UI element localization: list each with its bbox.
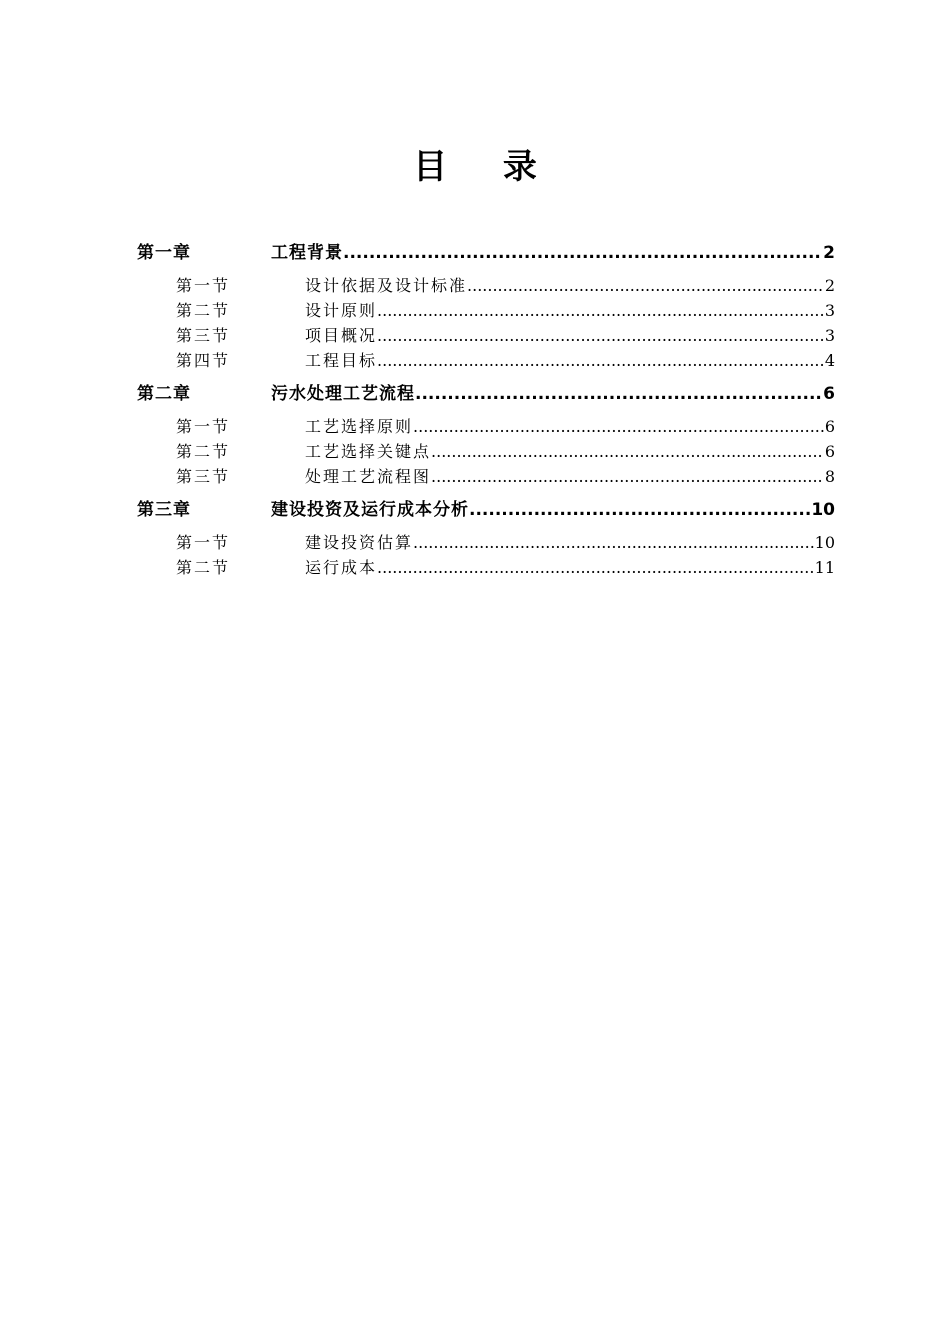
- chapter-page-number: 6: [823, 384, 835, 404]
- section-number: 第一节: [176, 533, 231, 552]
- section-page-number: 6: [824, 417, 835, 436]
- toc-section-1-4[interactable]: [137, 348, 835, 373]
- dot-leader: [377, 298, 824, 323]
- dot-leader: [377, 555, 814, 580]
- dot-leader: [343, 235, 822, 271]
- section-title: 建设投资估算: [305, 533, 414, 552]
- chapter-page-number: 2: [823, 243, 835, 263]
- chapter-number: 第一章: [137, 243, 191, 263]
- section-title: 处理工艺流程图: [305, 467, 432, 486]
- section-number: 第一节: [176, 417, 231, 436]
- chapter-number: 第二章: [137, 384, 191, 404]
- toc-chapter-3[interactable]: [137, 492, 835, 528]
- toc-section-2-3[interactable]: [137, 464, 835, 489]
- section-number: 第二节: [176, 301, 231, 320]
- chapter-title: 工程背景: [271, 243, 343, 263]
- section-title: 项目概况: [305, 326, 378, 345]
- chapter-number: 第三章: [137, 500, 191, 520]
- table-of-contents: [137, 235, 835, 580]
- section-page-number: 8: [824, 467, 835, 486]
- section-page-number: 4: [824, 351, 835, 370]
- section-page-number: 3: [824, 301, 835, 320]
- section-number: 第二节: [176, 558, 231, 577]
- section-page-number: 3: [824, 326, 835, 345]
- toc-section-3-2[interactable]: [137, 555, 835, 580]
- section-number: 第四节: [176, 351, 231, 370]
- section-page-number: 10: [814, 533, 835, 552]
- dot-leader: [415, 376, 822, 412]
- toc-section-3-1[interactable]: [137, 530, 835, 555]
- dot-leader: [413, 530, 814, 555]
- section-title: 运行成本: [305, 558, 378, 577]
- chapter-title: 建设投资及运行成本分析: [271, 500, 469, 520]
- section-title: 工艺选择关键点: [305, 442, 432, 461]
- dot-leader: [467, 273, 824, 298]
- section-title: 设计依据及设计标准: [305, 276, 468, 295]
- section-page-number: 6: [824, 442, 835, 461]
- section-number: 第三节: [176, 467, 231, 486]
- toc-chapter-2[interactable]: [137, 376, 835, 412]
- section-number: 第三节: [176, 326, 231, 345]
- chapter-page-number: 10: [811, 500, 835, 520]
- section-title: 工程目标: [305, 351, 378, 370]
- dot-leader: [413, 414, 824, 439]
- dot-leader: [377, 323, 824, 348]
- toc-section-1-2[interactable]: [137, 298, 835, 323]
- dot-leader: [469, 492, 810, 528]
- section-title: 工艺选择原则: [305, 417, 414, 436]
- section-title: 设计原则: [305, 301, 378, 320]
- section-number: 第二节: [176, 442, 231, 461]
- section-number: 第一节: [176, 276, 231, 295]
- section-page-number: 11: [814, 558, 835, 577]
- dot-leader: [431, 439, 824, 464]
- toc-title: 目 录: [413, 147, 559, 187]
- toc-chapter-1[interactable]: [137, 235, 835, 271]
- toc-section-2-1[interactable]: [137, 414, 835, 439]
- toc-section-2-2[interactable]: [137, 439, 835, 464]
- dot-leader: [377, 348, 824, 373]
- toc-section-1-3[interactable]: [137, 323, 835, 348]
- chapter-title: 污水处理工艺流程: [271, 384, 415, 404]
- dot-leader: [431, 464, 824, 489]
- section-page-number: 2: [824, 276, 835, 295]
- toc-section-1-1[interactable]: [137, 273, 835, 298]
